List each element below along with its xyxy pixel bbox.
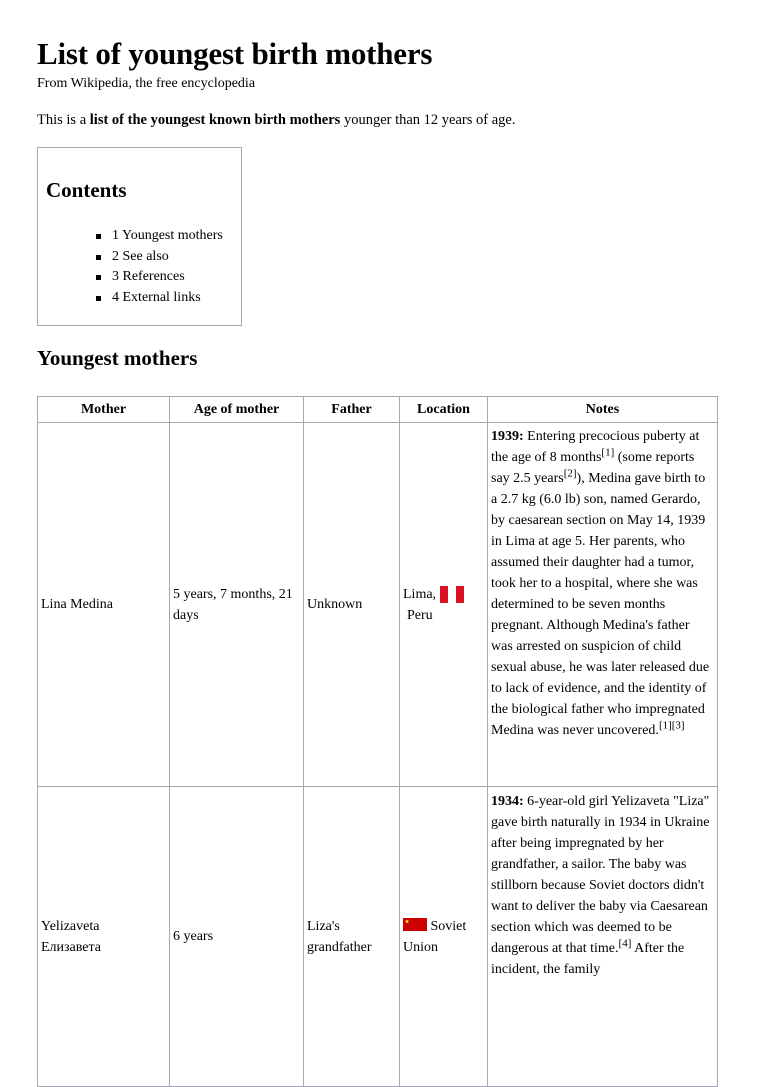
toc-item-references[interactable]: [96, 267, 223, 288]
location-cell: [400, 787, 488, 1087]
father-cell: [304, 787, 400, 1087]
table-header-row: [38, 397, 718, 423]
bullet-icon: [96, 255, 101, 260]
toc-item-number: 3: [112, 269, 119, 285]
toc-item-label: See also: [122, 248, 169, 264]
toc-item-see-also[interactable]: [96, 247, 223, 268]
location-country-link[interactable]: Peru: [407, 607, 433, 623]
notes-text: Entering precocious puberty at the age of 8 months: [491, 429, 700, 465]
notes-text: 6-year-old girl Yelizaveta "Liza" gave birth naturally in 1934 in Ukraine after being impregnated by her grandfather, a sailor. The baby was stillborn because Soviet doctors didn't want to deliver the baby via Caesarean section which was deemed to be dangerous at that time.: [491, 794, 710, 956]
notes-text: (some reports say 2.5 years: [491, 450, 695, 486]
toc-title: Contents: [46, 178, 127, 202]
table-of-contents: [37, 147, 242, 326]
father-line-1: Liza's: [307, 918, 340, 934]
notes-cell: [488, 423, 718, 787]
page-title: List of youngest birth mothers: [37, 36, 433, 71]
father-cell: Unknown: [304, 423, 400, 787]
toc-item-external-links[interactable]: [96, 288, 223, 309]
age-cell: 6 years: [170, 787, 304, 1087]
section-heading: Youngest mothers: [37, 346, 198, 370]
reference-link[interactable]: [4]: [618, 937, 632, 950]
reference-link[interactable]: [1][3]: [658, 719, 685, 732]
toc-item-youngest-mothers[interactable]: [96, 226, 223, 247]
column-header-father[interactable]: Father: [304, 397, 400, 423]
intro-bold-text: list of the youngest known birth mothers: [89, 112, 341, 128]
column-header-location[interactable]: Location: [400, 397, 488, 423]
mother-link-lina-medina[interactable]: Lina Medina: [41, 597, 113, 612]
mothers-table: [37, 396, 718, 1087]
table-row: [38, 787, 718, 1087]
intro-paragraph: [37, 112, 515, 129]
mother-cell: [38, 787, 170, 1087]
reference-link[interactable]: [1]: [601, 446, 615, 459]
soviet-flag-icon: [403, 918, 427, 931]
bullet-icon: [96, 296, 101, 301]
father-line-2: grandfather: [307, 939, 372, 955]
notes-year: 1934:: [491, 794, 524, 809]
reference-link[interactable]: [2]: [563, 467, 577, 480]
mother-name-cyrillic: Елизавета: [41, 939, 102, 955]
toc-list: [96, 226, 223, 309]
toc-item-label: References: [122, 269, 185, 285]
toc-item-number: 1: [112, 228, 119, 243]
location-link[interactable]: Soviet Union: [403, 918, 467, 955]
toc-item-number: 2: [112, 248, 119, 264]
age-cell: 5 years, 7 months, 21 days: [170, 423, 304, 787]
table-row: [38, 423, 718, 787]
notes-year: 1939:: [491, 429, 524, 444]
toc-item-label: External links: [122, 290, 201, 306]
page-subtitle: From Wikipedia, the free encyclopedia: [37, 76, 256, 91]
toc-item-label: Youngest mothers: [121, 228, 223, 243]
peru-flag-icon: [440, 586, 464, 603]
intro-text-after: younger than 12 years of age.: [340, 112, 516, 128]
mother-name-latin: Yelizaveta: [41, 918, 100, 934]
notes-text: ), Medina gave birth to a 2.7 kg (6.0 lb) son, named Gerardo, by caesarean section on May 14, 1939 in Lima at age 5. Her parents, who assumed their daughter had a tumor, took her to a hospital, where she was determined to be seven months pregnant. Although Medina's father was arrested on suspicion of child sexual abuse, he was later released due to lack of evidence, and the identity of the biological father who impregnated Medina was never uncovered.: [491, 471, 710, 738]
bullet-icon: [96, 234, 101, 239]
location-cell: [400, 423, 488, 787]
notes-cell: [488, 787, 718, 1087]
location-city-link[interactable]: Lima,: [403, 586, 437, 602]
column-header-mother[interactable]: Mother: [38, 397, 170, 423]
mother-cell: [38, 423, 170, 787]
toc-item-number: 4: [112, 290, 119, 306]
bullet-icon: [96, 275, 101, 280]
intro-text-before: This is a: [37, 112, 90, 128]
column-header-age[interactable]: Age of mother: [170, 397, 304, 423]
notes-text: After the incident, the family: [491, 941, 685, 977]
column-header-notes[interactable]: Notes: [488, 397, 718, 423]
